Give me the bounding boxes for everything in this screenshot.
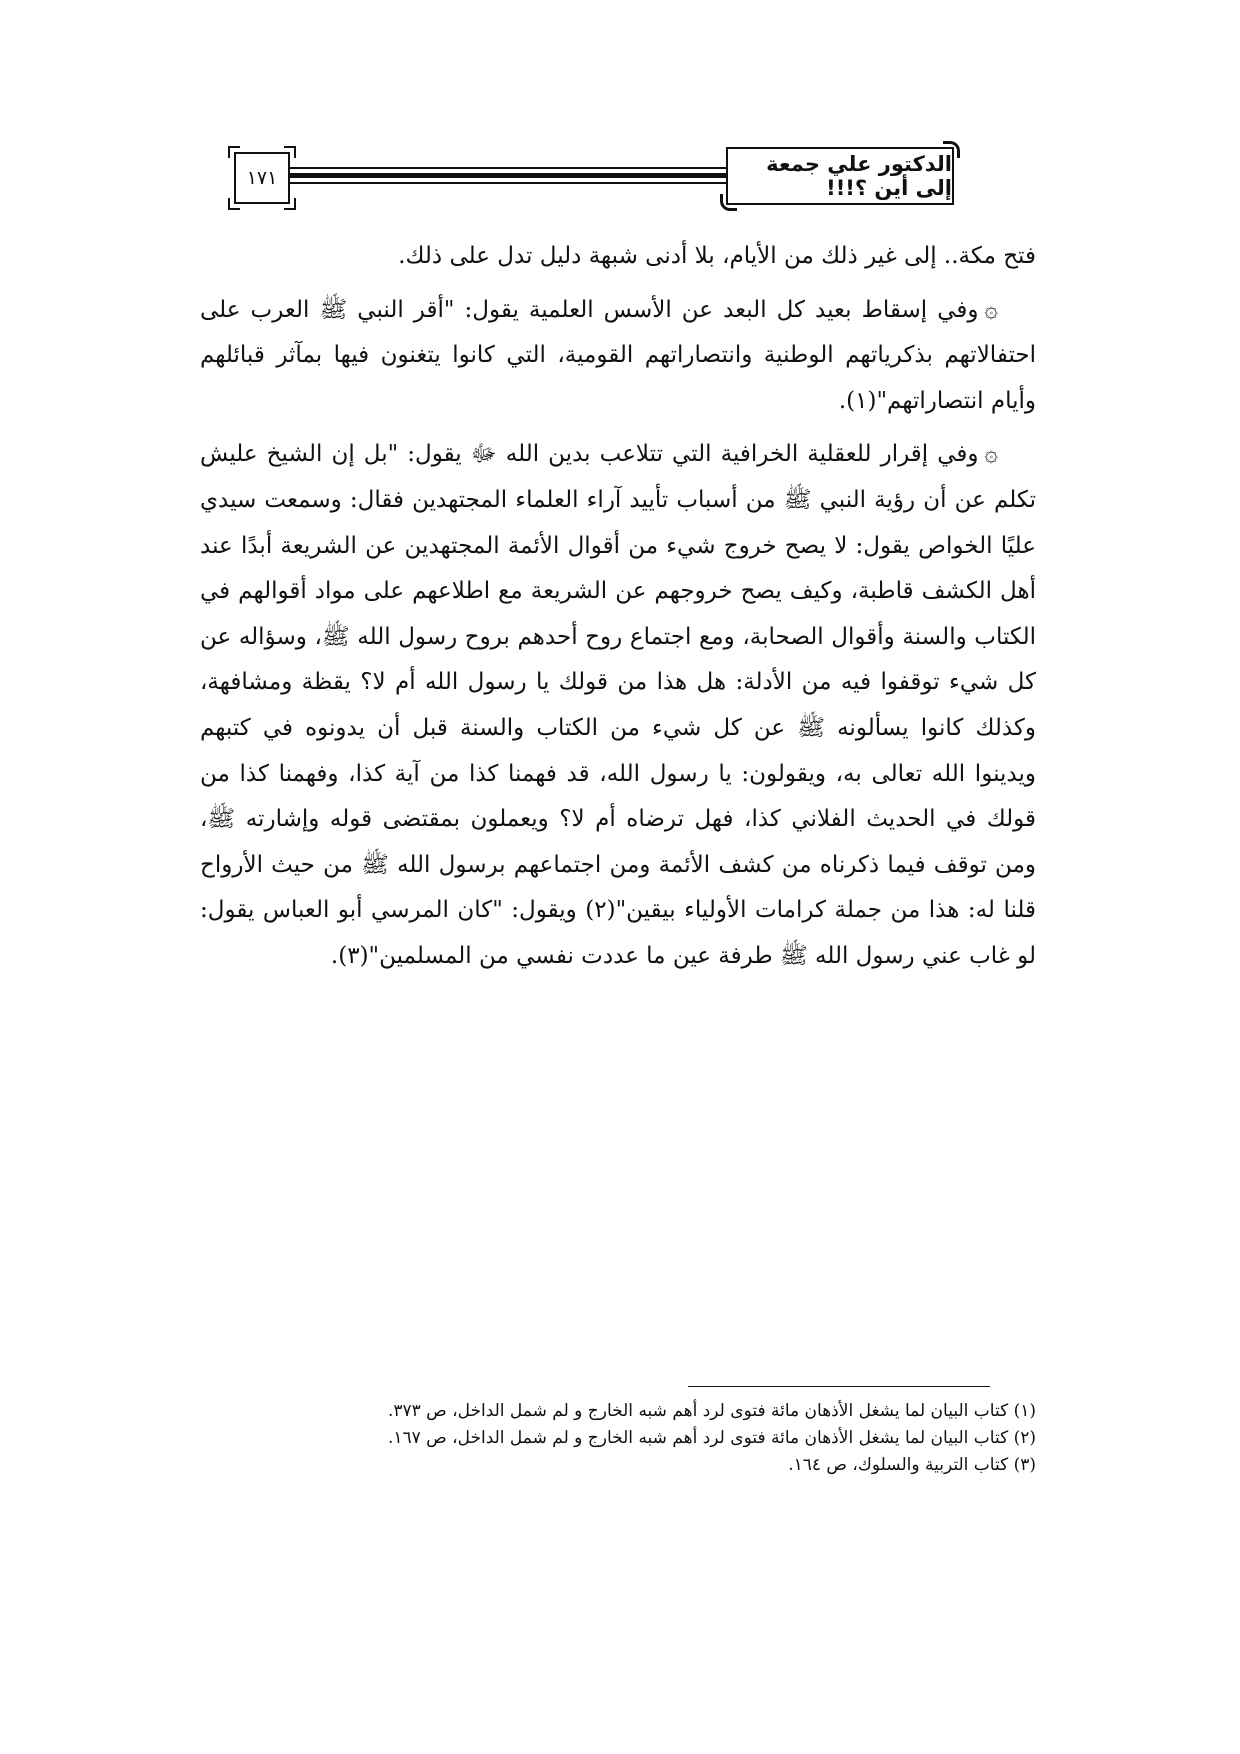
page-number-box [234,152,290,204]
page-number: ١٧١ [246,167,278,189]
header-rule-top [290,167,726,169]
paragraph-marker-icon: ۞ [984,441,998,468]
running-header-title-box [726,147,954,205]
footnote-separator [688,1386,990,1387]
ornament-corner [284,198,296,210]
footnote-2: (٢) كتاب البيان لما يشغل الأذهان مائة فتوى لرد أهم شبه الخارج و لم شمل الداخل، ص ١٦٧. [387,1428,1036,1448]
footnotes [200,1398,1036,1479]
header-rule-bottom [290,182,726,184]
paragraph-3 [200,432,1036,979]
header-rule-thick [290,173,726,178]
ornament-corner [228,146,240,158]
ornament-corner [228,198,240,210]
paragraph-1: فتح مكة.. إلى غير ذلك من الأيام، بلا أدنى شبهة دليل تدل على ذلك. [398,243,1036,269]
ornament-corner [284,146,296,158]
paragraph-2 [200,288,1036,425]
footnote-1: (١) كتاب البيان لما يشغل الأذهان مائة فتوى لرد أهم شبه الخارج و لم شمل الداخل، ص ٣٧٣. [387,1401,1036,1421]
paragraph-3-text: وفي إقرار للعقلية الخرافية التي تتلاعب بدين الله ﷻ يقول: "بل إن الشيخ عليش تكلم عن أن رؤية النبي ﷺ من أسباب تأييد آراء العلماء المجتهدين فقال: وسمعت سيدي عليًا الخواص يقول: لا يصح خروج شيء من أقوال الأئمة المجتهدين عن الشريعة أبدًا عند أهل الكشف قاطبة، وكيف يصح خروجهم عن الشريعة مع اطلاعهم على مواد أقوالهم في الكتاب والسنة وأقوال الصحابة، ومع اجتماع روح أحدهم بروح رسول الله ﷺ، وسؤاله عن كل شيء توقفوا فيه من الأدلة: هل هذا من قولك يا رسول الله أم لا؟ يقظة ومشافهة، وكذلك كانوا يسألونه ﷺ عن كل شيء من الكتاب والسنة قبل أن يدونوه في كتبهم ويدينوا الله تعالى به، ويقولون: يا رسول الله، قد فهمنا كذا من آية كذا، وفهمنا كذا من قولك في الحديث الفلاني كذا، فهل ترضاه أم لا؟ ويعملون بمقتضى قوله وإشارته ﷺ، ومن توقف فيما ذكرناه من كشف الأئمة ومن اجتماعهم برسول الله ﷺ من حيث الأرواح قلنا له: هذا من جملة كرامات الأولياء بيقين"(٢) ويقول: "كان المرسي أبو العباس يقول: لو غاب عني رسول الله ﷺ طرفة عين ما عددت نفسي من المسلمين"(٣). [200,441,1036,969]
body-text [200,234,1036,980]
running-header-title: الدكتور علي جمعة إلى أين ؟!!! [766,152,952,200]
paragraph-marker-icon: ۞ [984,296,998,323]
paragraph-2-text: وفي إسقاط بعيد كل البعد عن الأسس العلمية يقول: "أقر النبي ﷺ العرب على احتفالاتهم بذكرياتهم الوطنية وانتصاراتهم القومية، التي كانوا يتغنون فيها بمآثر قبائلهم وأيام انتصاراتهم"(١). [200,296,1036,414]
footnote-3: (٣) كتاب التربية والسلوك، ص ١٦٤. [788,1455,1036,1475]
